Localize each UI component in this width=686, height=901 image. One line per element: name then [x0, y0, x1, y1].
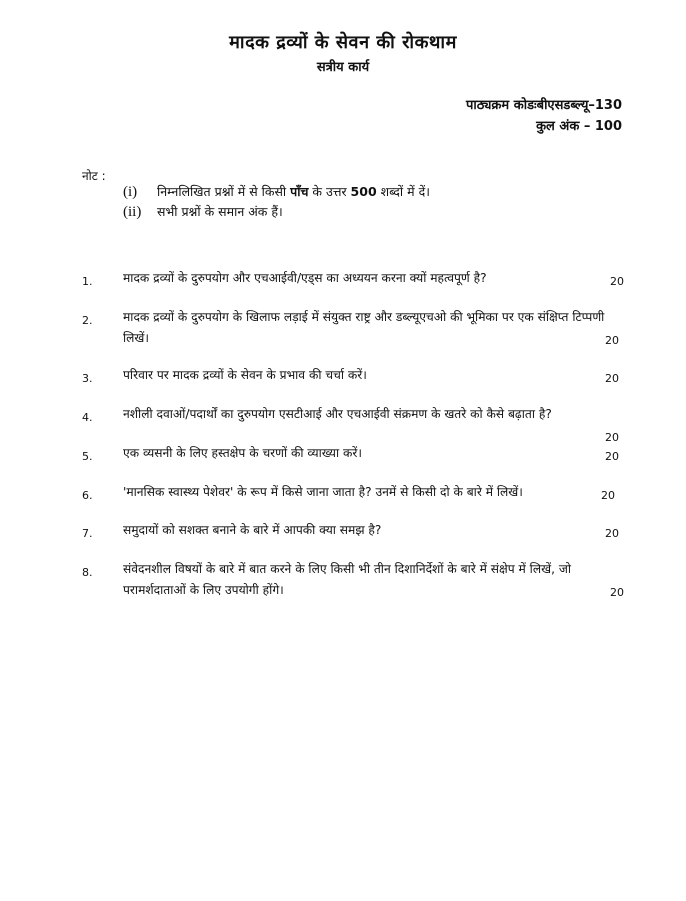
- question-text: नशीली दवाओं/पदार्थों का दुरुपयोग एसटीआई और एचआईवी संक्रमण के खतरे को कैसे बढ़ाता है?: [123, 407, 552, 421]
- note-item-text: सभी प्रश्नों के समान अंक हैं।: [157, 204, 283, 219]
- question-marks: 20: [610, 586, 624, 599]
- note-item: [123, 183, 430, 201]
- question-text: एक व्यसनी के लिए हस्तक्षेप के चरणों की व्याख्या करें।: [123, 446, 362, 460]
- note-label: नोट :: [82, 169, 106, 183]
- question-marks: 20: [610, 275, 624, 288]
- question-number: 4.: [82, 411, 93, 424]
- question-marks: 20: [601, 489, 615, 502]
- note-item-text: शब्दों में दें।: [376, 184, 430, 199]
- note-item-text: निम्नलिखित प्रश्नों में से किसी: [157, 184, 291, 199]
- question-number: 7.: [82, 527, 93, 540]
- note-item: [123, 203, 283, 221]
- question-text: संवेदनशील विषयों के बारे में बात करने के लिए किसी भी तीन दिशानिर्देशों के बारे में संक्षेप में लिखें, जो परामर्शदाताओं के लिए उपयोगी होंगे।: [123, 562, 572, 597]
- question-number: 3.: [82, 372, 93, 385]
- question-marks: 20: [605, 334, 619, 347]
- document-title: मादक द्रव्यों के सेवन की रोकथाम: [229, 32, 457, 53]
- document-subtitle: सत्रीय कार्य: [316, 60, 370, 75]
- question-text: समुदायों को सशक्त बनाने के बारे में आपकी क्या समझ है?: [123, 523, 382, 537]
- question-number: 6.: [82, 489, 93, 502]
- question-marks: 20: [605, 372, 619, 385]
- question-number: 2.: [82, 314, 93, 327]
- question-text: 'मानसिक स्वास्थ्य पेशेवर' के रूप में किसे जाना जाता है? उनमें से किसी दो के बारे में लिखें।: [123, 485, 523, 499]
- question-marks: 20: [605, 450, 619, 463]
- question-text: परिवार पर मादक द्रव्यों के सेवन के प्रभाव की चर्चा करें।: [123, 368, 367, 382]
- note-item-emphasis: 500: [350, 184, 377, 199]
- course-code: पाठ्यक्रम कोडःबीएसडब्ल्यू–130: [466, 98, 622, 113]
- note-item-number: (ii): [123, 204, 142, 220]
- note-item-text: के उत्तर: [308, 184, 351, 199]
- question-text: मादक द्रव्यों के दुरुपयोग के खिलाफ लड़ाई में संयुक्त राष्ट्र और डब्ल्यूएचओ की भूमिका पर एक संक्षिप्त टिप्पणी लिखें।: [123, 310, 605, 345]
- note-item-emphasis: पाँच: [290, 184, 309, 199]
- question-marks: 20: [605, 431, 619, 444]
- total-marks: कुल अंक – 100: [536, 119, 622, 134]
- question-number: 1.: [82, 275, 93, 288]
- question-text: मादक द्रव्यों के दुरुपयोग और एचआईवी/एड्स का अध्ययन करना क्यों महत्वपूर्ण है?: [123, 271, 487, 285]
- note-item-number: (i): [123, 184, 138, 200]
- question-number: 5.: [82, 450, 93, 463]
- question-marks: 20: [605, 527, 619, 540]
- question-number: 8.: [82, 566, 93, 579]
